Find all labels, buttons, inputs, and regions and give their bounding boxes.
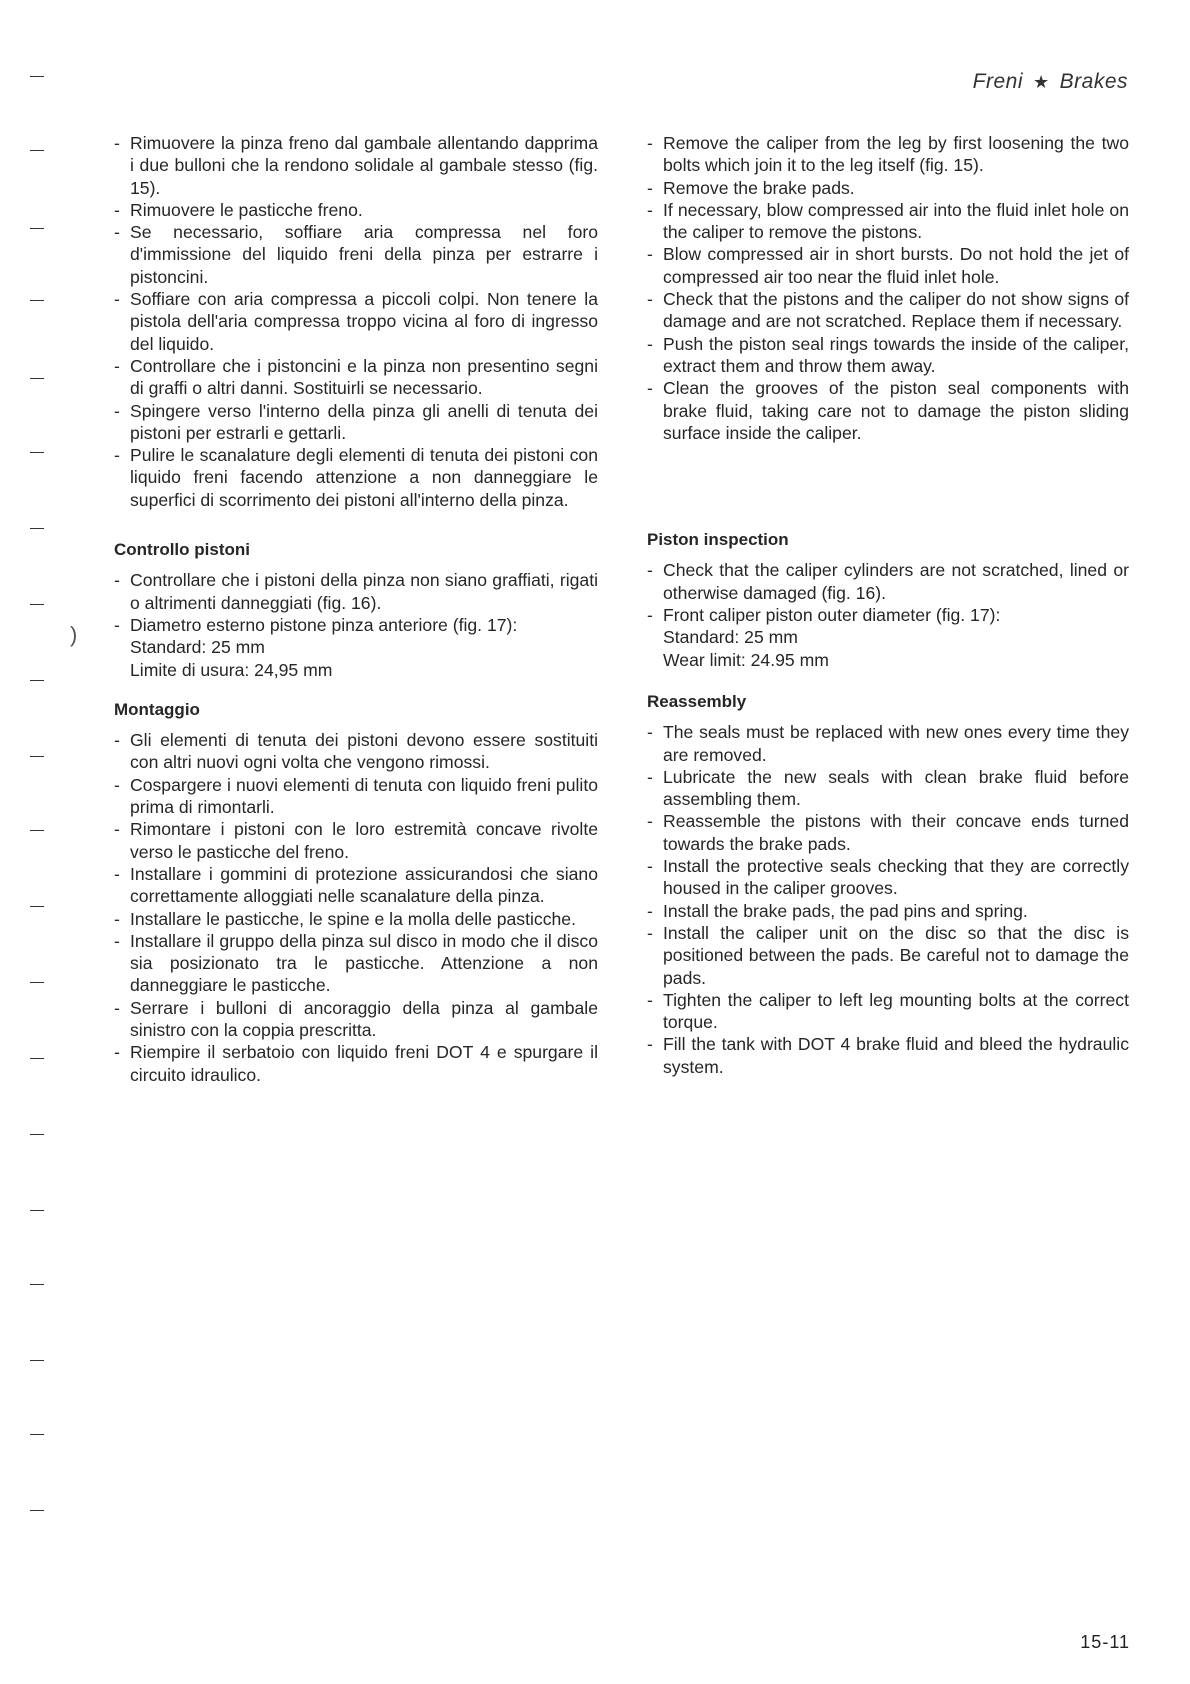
italian-intro-list (114, 132, 598, 511)
piston-check-list (114, 569, 598, 680)
piston-inspection-list (647, 559, 1129, 670)
wear-limit-value: Limite di usura: 24,95 mm (130, 659, 333, 680)
margin-tick (30, 1510, 44, 1511)
list-item: - Spingere verso l'interno della pinza gli anelli di tenuta dei pistoni per estrarli e gettarli. (114, 400, 598, 445)
list-item: - Remove the caliper from the leg by first loosening the two bolts which join it to the leg itself (fig. 15). (647, 132, 1129, 177)
margin-tick (30, 830, 44, 831)
list-item: - Rimuovere la pinza freno dal gambale allentando dapprima i due bulloni che la rendono solidale al gambale stesso (fig. 15). (114, 132, 598, 199)
diameter-label: - Diametro esterno pistone pinza anteriore (fig. 17): (130, 614, 518, 635)
italian-column (114, 132, 598, 1086)
diameter-label: - Front caliper piston outer diameter (fig. 17): (663, 605, 1001, 626)
list-item: - Lubricate the new seals with clean brake fluid before assembling them. (647, 766, 1129, 811)
margin-tick (30, 1058, 44, 1059)
english-column (647, 132, 1129, 1078)
list-item: - Check that the caliper cylinders are not scratched, lined or otherwise damaged (fig. 16). (647, 559, 1129, 604)
standard-value: Standard: 25 mm (130, 637, 265, 658)
list-item: - Clean the grooves of the piston seal components with brake fluid, taking care not to damage the piston sliding surface inside the caliper. (647, 377, 1129, 444)
margin-tick (30, 300, 44, 301)
margin-tick (30, 982, 44, 983)
margin-tick (30, 680, 44, 681)
list-item: - Install the caliper unit on the disc so that the disc is positioned between the pads. Be careful not to damage the pads. (647, 922, 1129, 989)
bracket-mark: ) (70, 622, 78, 647)
list-item: - Tighten the caliper to left leg mounting bolts at the correct torque. (647, 989, 1129, 1034)
list-item: - Rimuovere le pasticche freno. (114, 199, 598, 221)
list-item: - Installare il gruppo della pinza sul disco in modo che il disco sia posizionato tra le pasticche. Attenzione a non danneggiare le pasticche. (114, 930, 598, 997)
list-item: - If necessary, blow compressed air into the fluid inlet hole on the caliper to remove the pistons. (647, 199, 1129, 244)
list-item: - Check that the pistons and the caliper do not show signs of damage and are not scratched. Replace them if necessary. (647, 288, 1129, 333)
section-title-piston-check: Controllo pistoni (114, 540, 250, 560)
english-intro-list (647, 132, 1129, 444)
section-title-reassembly: Reassembly (647, 691, 747, 711)
list-item: - Riempire il serbatoio con liquido freni DOT 4 e spurgare il circuito idraulico. (114, 1041, 598, 1086)
margin-tick (30, 1210, 44, 1211)
margin-tick (30, 150, 44, 151)
list-item: - Push the piston seal rings towards the inside of the caliper, extract them and throw them away. (647, 333, 1129, 378)
assembly-list (114, 729, 598, 1086)
margin-tick (30, 906, 44, 907)
list-item: - The seals must be replaced with new ones every time they are removed. (647, 721, 1129, 766)
list-item: - Fill the tank with DOT 4 brake fluid and bleed the hydraulic system. (647, 1033, 1129, 1078)
list-item (114, 614, 598, 681)
list-item: - Installare i gommini di protezione assicurandosi che siano correttamente alloggiati nelle scanalature della pinza. (114, 863, 598, 908)
list-item: - Cospargere i nuovi elementi di tenuta con liquido freni pulito prima di rimontarli. (114, 774, 598, 819)
list-item: - Serrare i bulloni di ancoraggio della pinza al gambale sinistro con la coppia prescritta. (114, 997, 598, 1042)
margin-tick (30, 76, 44, 77)
section-title-piston-inspection: Piston inspection (647, 530, 789, 550)
list-item: - Remove the brake pads. (647, 177, 1129, 199)
list-item: - Reassemble the pistons with their concave ends turned towards the brake pads. (647, 810, 1129, 855)
margin-tick (30, 604, 44, 605)
margin-tick (30, 1360, 44, 1361)
margin-tick (30, 452, 44, 453)
running-header (973, 70, 1128, 94)
list-item (647, 604, 1129, 671)
margin-tick (30, 378, 44, 379)
list-item: - Install the protective seals checking that they are correctly housed in the caliper grooves. (647, 855, 1129, 900)
page-number: 15-11 (1080, 1632, 1130, 1652)
margin-tick (30, 528, 44, 529)
margin-tick (30, 228, 44, 229)
section-title-assembly: Montaggio (114, 699, 200, 719)
margin-tick (30, 1434, 44, 1435)
wear-limit-value: Wear limit: 24.95 mm (663, 649, 829, 670)
margin-tick (30, 1134, 44, 1135)
margin-tick (30, 756, 44, 757)
header-italian: Freni (972, 70, 1023, 93)
list-item: - Soffiare con aria compressa a piccoli colpi. Non tenere la pistola dell'aria compressa troppo vicina al foro di ingresso del liquido. (114, 288, 598, 355)
list-item: - Blow compressed air in short bursts. Do not hold the jet of compressed air too near the fluid inlet hole. (647, 243, 1129, 288)
list-item: - Pulire le scanalature degli elementi di tenuta dei pistoni con liquido freni facendo attenzione a non danneggiare le superfici di scorrimento dei pistoni all'interno della pinza. (114, 444, 598, 511)
list-item: - Install the brake pads, the pad pins and spring. (647, 900, 1129, 922)
list-item: - Rimontare i pistoni con le loro estremità concave rivolte verso le pasticche del freno. (114, 818, 598, 863)
list-item: - Gli elementi di tenuta dei pistoni devono essere sostituiti con altri nuovi ogni volta che vengono rimossi. (114, 729, 598, 774)
margin-tick (30, 1284, 44, 1285)
reassembly-list (647, 721, 1129, 1078)
list-item: - Se necessario, soffiare aria compressa nel foro d'immissione del liquido freni della pinza per estrarre i pistoncini. (114, 221, 598, 288)
header-english: Brakes (1059, 70, 1128, 93)
list-item: - Controllare che i pistoni della pinza non siano graffiati, rigati o altrimenti danneggiati (fig. 16). (114, 569, 598, 614)
list-item: - Controllare che i pistoncini e la pinza non presentino segni di graffi o altri danni. Sostituirli se necessario. (114, 355, 598, 400)
star-icon: ★ (1033, 72, 1050, 92)
list-item: - Installare le pasticche, le spine e la molla delle pasticche. (114, 908, 598, 930)
standard-value: Standard: 25 mm (663, 627, 798, 648)
